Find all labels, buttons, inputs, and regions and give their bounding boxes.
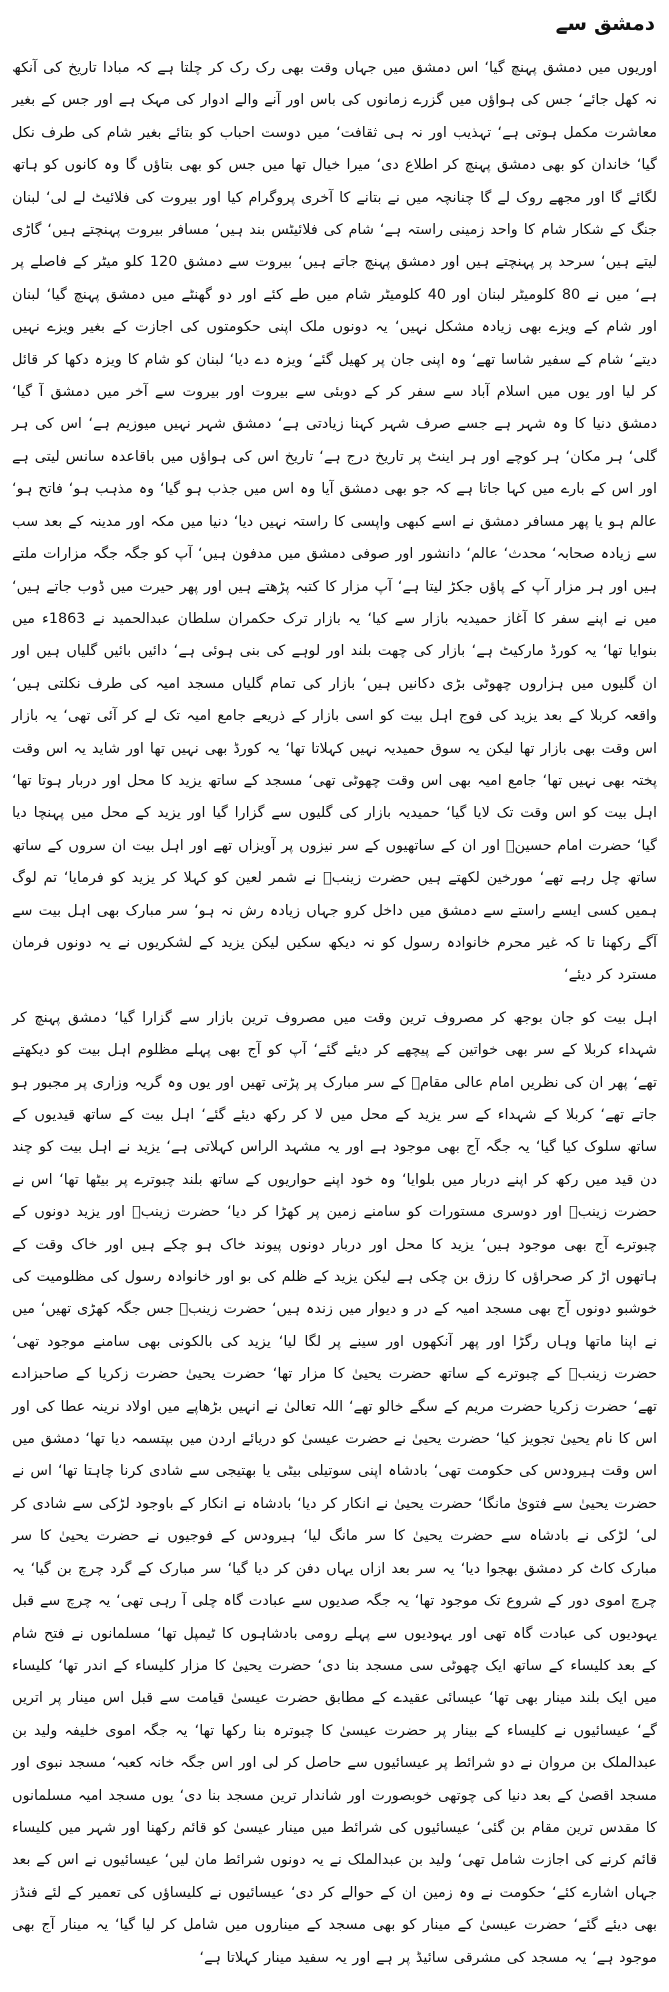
article-paragraph-1: اوریوں میں دمشق پہنچ گیا‘ اس دمشق میں جہاں وقت بھی رک رک کر چلتا ہے کہ مبادا تاریخ کی آنکھ نہ کھل جائے‘ جس کی ہواؤں میں گزرے زمانوں کی باس اور آنے والے ادوار کی مہک ہے اور جس کے بغیر معاشرت مکمل ہوتی ہے‘ تہذیب اور نہ ہی ثقافت‘ میں دوست احباب کو بتائے بغیر شام کی طرف نکل گیا‘ خاندان کو بھی دمشق پہنچ کر اطلاع دی‘ میرا خیال تھا میں جس کو بھی بتاؤں گا وہ کانوں کو ہاتھ لگائے گا اور مجھے روک لے گا چنانچہ میں نے بتانے کا آخری پروگرام کیا اور بیروت کی فلائیٹ لے لی‘ لبنان جنگ کے شکار شام کا واحد زمینی راستہ ہے‘ شام کی فلائیٹس بند ہیں‘ مسافر بیروت پہنچتے ہیں‘ گاڑی لیتے ہیں‘ سرحد پر پہنچتے ہیں اور دمشق پہنچ جاتے ہیں‘ بیروت سے دمشق 120 کلو میٹر کے فاصلے پر ہے‘ میں نے 80 کلومیٹر لبنان اور 40 کلومیٹر شام میں طے کئے اور دو گھنٹے میں دمشق پہنچ گیا‘ لبنان اور شام کے ویزے بھی زیادہ مشکل نہیں‘ یہ دونوں ملک اپنی حکومتوں کی اجازت کے بغیر ویزے نہیں دیتے‘ شام کے سفیر شاسا تھے‘ وہ اپنی جان پر کھیل گئے‘ ویزہ دے دیا‘ لبنان کو شام کا ویزہ دکھا کر قائل کر لیا اور یوں میں اسلام آباد سے سفر کر کے دوبئی سے بیروت اور بیروت سے آخر میں دمشق آ گیا‘ دمشق دنیا کا وہ شہر ہے جسے صرف شہر کہنا زیادتی ہے‘ دمشق شہر نہیں میوزیم ہے‘ اس کی ہر گلی‘ ہر مکان‘ ہر کوچے اور ہر اینٹ پر تاریخ درج ہے‘ تاریخ اس کی ہواؤں میں باقاعدہ سانس لیتی ہے اور اس کے بارے میں کہا جاتا ہے کہ جو بھی دمشق آیا وہ اس میں جذب ہو گیا‘ وہ مذہب ہو‘ فاتح ہو‘ عالم ہو یا پھر مسافر دمشق نے اسے کبھی واپسی کا راستہ نہیں دیا‘ دنیا میں مکہ اور مدینہ کے بعد سب سے زیادہ صحابہ‘ محدث‘ عالم‘ دانشور اور صوفی دمشق میں مدفون ہیں‘ آپ کو جگہ جگہ مزارات ملتے ہیں اور ہر مزار آپ کے پاؤں جکڑ لیتا ہے‘ آپ مزار کا کتبہ پڑھتے ہیں اور پھر حیرت میں ڈوب جاتے ہیں‘ میں نے اپنے سفر کا آغاز حمیدیہ بازار سے کیا‘ یہ بازار ترک حکمران سلطان عبدالحمید نے 1863ء میں بنوایا تھا‘ یہ کورڈ مارکیٹ ہے‘ بازار کی چھت بلند اور لوہے کی بنی ہوئی ہے‘ دائیں بائیں گلیاں ہیں اور ان گلیوں میں ہزاروں چھوٹی بڑی دکانیں ہیں‘ بازار کی تمام گلیاں مسجد امیہ کی طرف نکلتی ہیں‘ واقعہ کربلا کے بعد یزید کی فوج اہل بیت کو اسی بازار کے ذریعے جامع امیہ تک لے کر آئی تھی‘ یہ بازار اس وقت بھی بازار تھا لیکن یہ سوق حمیدیہ نہیں کہلاتا تھا‘ یہ کورڈ بھی نہیں تھا اور شاید یہ اس وقت پختہ بھی نہیں تھا‘ جامع امیہ بھی اس وقت چھوٹی تھی‘ مسجد کے ساتھ یزید کا محل اور دربار ہوتا تھا‘ اہل بیت کو اس وقت تک لایا گیا‘ حمیدیہ بازار کی گلیوں سے گزارا گیا اور یزید کے محل میں پہنچا دیا گیا‘ حضرت امام حسینؓ اور ان کے ساتھیوں کے سر نیزوں پر آویزاں تھے اور اہل بیت ان سروں کے ساتھ ساتھ چل رہے تھے‘ مورخین لکھتے ہیں حضرت زینبؓ نے شمر لعین کو کہلا کر یزید کو فرمایا‘ تم لوگ ہمیں کسی ایسے راستے سے دمشق میں داخل کرو جہاں زیادہ رش نہ ہو‘ سر مبارک بھی اہل بیت سے آگے رکھنا تا کہ غیر محرم خانوادہ رسول کو نہ دیکھ سکیں لیکن یزید کے لشکریوں نے یہ دونوں فرمان مسترد کر دیئے‘ — [12, 60, 657, 984]
article-paragraph-2: اہل بیت کو جان بوجھ کر مصروف ترین وقت میں مصروف ترین بازار سے گزارا گیا‘ دمشق پہنچ کر شہداء کربلا کے سر بھی خواتین کے پیچھے کر دیئے گئے‘ آپ کو آج بھی پہلے مظلوم اہل بیت کو دیکھتے تھے‘ پھر ان کی نظریں امام عالی مقامؓ کے سر مبارک پر پڑتی تھیں اور یوں وہ گریہ وزاری پر مجبور ہو جاتے تھے‘ کربلا کے شہداء کے سر یزید کے محل میں لا کر رکھ دیئے گئے‘ اہل بیت کے ساتھ قیدیوں کے ساتھ سلوک کیا گیا‘ یہ جگہ آج بھی موجود ہے اور یہ مشہد الراس کہلاتی ہے‘ یزید نے اہل بیت کو چند دن قید میں رکھ کر اپنے دربار میں بلوایا‘ وہ خود اپنے حواریوں کے ساتھ بلند چبوترے پر بیٹھا تھا‘ اس نے حضرت زینبؓ اور دوسری مستورات کو سامنے زمین پر کھڑا کر دیا‘ حضرت زینبؓ اور یزید دونوں کے چبوترے آج بھی موجود ہیں‘ یزید کا محل اور دربار دونوں پیوند خاک ہو چکے ہیں اور خاک وقت کے ہاتھوں اڑ کر صحراؤں کا رزق بن چکی ہے لیکن یزید کے ظلم کی بو اور خانوادہ رسول کی مظلومیت کی خوشبو دونوں آج بھی مسجد امیہ کے در و دیوار میں زندہ ہیں‘ حضرت زینبؓ جس جگہ کھڑی تھیں‘ میں نے اپنا ماتھا وہاں رگڑا اور پھر آنکھوں اور سینے پر لگا لیا‘ یزید کی بالکونی بھی سامنے موجود تھی‘ حضرت زینبؓ کے چبوترے کے ساتھ حضرت یحییٰ کا مزار تھا‘ حضرت یحییٰ حضرت زکریا کے صاحبزادے تھے‘ حضرت زکریا حضرت مریم کے سگے خالو تھے‘ اللہ تعالیٰ نے انہیں بڑھاپے میں اولاد نرینہ عطا کی اور اس کا نام یحییٰ تجویز کیا‘ حضرت یحییٰ نے حضرت عیسیٰ کو دریائے اردن میں بپتسمہ دیا تھا‘ دمشق میں اس وقت ہیرودس کی حکومت تھی‘ بادشاہ اپنی سوتیلی بیٹی یا بھتیجی سے شادی کرنا چاہتا تھا‘ اس نے حضرت یحییٰ سے فتویٰ مانگا‘ حضرت یحییٰ نے انکار کر دیا‘ بادشاہ نے انکار کے باوجود لڑکی سے شادی کر لی‘ لڑکی نے بادشاہ سے حضرت یحییٰ کا سر مانگ لیا‘ ہیرودس کے فوجیوں نے حضرت یحییٰ کا سر مبارک کاٹ کر دمشق بھجوا دیا‘ یہ سر بعد ازاں یہاں دفن کر دیا گیا‘ سر مبارک کے گرد چرچ بن گیا‘ یہ چرچ اموی دور کے شروع تک موجود تھا‘ یہ جگہ صدیوں سے عبادت گاہ چلی آ رہی تھی‘ یہ چرچ سے قبل یہودیوں کی عبادت گاہ تھی اور یہودیوں سے پہلے رومی بادشاہوں کا ٹیمپل تھا‘ مسلمانوں نے فتح شام کے بعد کلیساء کے ساتھ ایک چھوٹی سی مسجد بنا دی‘ حضرت یحییٰ کا مزار کلیساء کے اندر تھا‘ کلیساء میں ایک بلند مینار بھی تھا‘ عیسائی عقیدے کے مطابق حضرت عیسیٰ قیامت سے قبل اس مینار پر اتریں گے‘ عیسائیوں نے کلیساء کے بینار پر حضرت عیسیٰ کا چبوترہ بنا رکھا تھا‘ یہ جگہ اموی خلیفہ ولید بن عبدالملک بن مروان نے دو شرائط پر عیسائیوں سے حاصل کر لی اور اس جگہ خانہ کعبہ‘ مسجد نبوی اور مسجد اقصیٰ کے بعد دنیا کی چوتھی خوبصورت اور شاندار ترین مسجد بنا دی‘ یوں مسجد امیہ مسلمانوں کا مقدس ترین مقام بن گئی‘ عیسائیوں کی شرائط میں مینار عیسیٰ کو قائم رکھنا اور شہر میں کلیساء قائم کرنے کی اجازت شامل تھی‘ ولید بن عبدالملک نے یہ دونوں شرائط مان لیں‘ عیسائیوں نے اس کے بعد جہاں اشارے کئے‘ حکومت نے وہ زمین ان کے حوالے کر دی‘ عیسائیوں نے کلیساؤں کی تعمیر کے لئے فنڈز بھی دیئے گئے‘ حضرت عیسیٰ کے مینار کو بھی مسجد کے میناروں میں شامل کر لیا گیا‘ یہ مینار آج بھی موجود ہے‘ یہ مسجد کی مشرقی سائیڈ پر ہے اور یہ سفید مینار کہلاتا ہے‘ — [12, 1009, 657, 1966]
article-title: دمشق سے — [555, 11, 655, 35]
